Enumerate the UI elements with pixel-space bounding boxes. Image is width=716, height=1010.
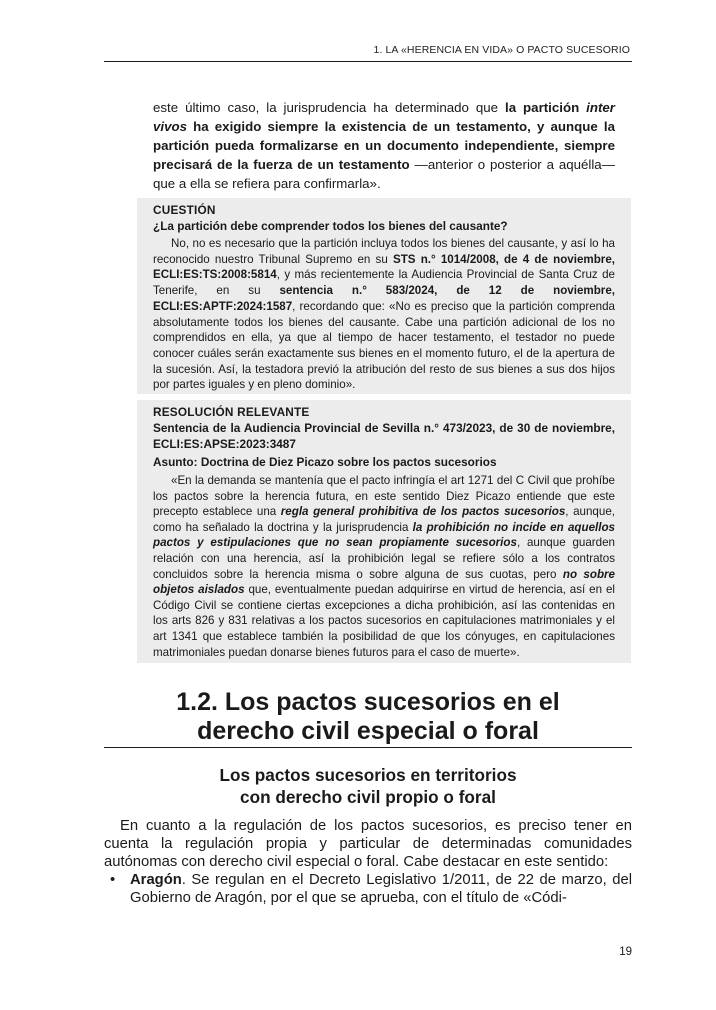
bullet-item-aragon [110,871,632,907]
resolution-subject: Asunto: Doctrina de Diez Picazo sobre los pactos sucesorios [153,455,497,469]
quote-text-1: «En la demanda se mantenía que el pacto infringía el art 1271 del C Civil que prohíbe los pactos sobre la herencia futura, en este sentido Diez Picazo entiende que este precepto establece una [153,474,615,519]
quote-text-2: , aunque, como ha señalado la doctrina y la jurisprudencia [153,505,615,534]
section-rule [104,747,632,748]
intro-text-1: este último caso, la jurisprudencia ha determinado que [153,100,506,115]
quote-text-4: que, eventualmente puedan adquirirse en virtud de herencia, así en el Código Civil se contiene ciertas excepciones a dicha prohibición, así las contenidas en los arts 826 y 831 relativas a los pactos sucesorios en capitulaciones matrimoniales y el art 1341 que establece también la posibilidad de que los cónyuges, en capitulaciones matrimoniales puedan donarse bienes futuros para el caso de muerte». [153,583,616,659]
subsection-title-line-2: con derecho civil propio o foral [240,787,496,807]
resolution-box-label: RESOLUCIÓN RELEVANTE [153,405,310,419]
answer-text-1: No, no es necesario que la partición incluya todos los bienes del causante, y así lo ha reconocido nuestro Tribunal Supremo en su [153,237,615,266]
question-box [137,198,631,394]
question-answer [153,236,615,393]
answer-bold-1: STS n.° 1014/2008, de 4 de noviembre, ECLI:ES:TS:2008:5814 [153,252,615,282]
quote-bold-italic-2: la prohibición no incide en aquellos pactos y estipulaciones que no sean propiamente sucesorios [153,520,615,550]
bullet-dot: • [110,872,116,888]
quote-bold-italic-1: regla general prohibitiva de los pactos sucesorios [280,505,566,519]
quote-bold-italic-3: no sobre objetos aislados [153,567,615,597]
answer-text-2: , y más recientemente la Audiencia Provincial de Santa Cruz de Tenerife, en su [153,268,615,298]
page-number: 19 [619,946,632,958]
running-header: 1. LA «HERENCIA EN VIDA» O PACTO SUCESORIO [373,44,630,56]
question-box-label: CUESTIÓN [153,203,216,217]
subsection-title [104,764,632,808]
subsection-title-line-1: Los pactos sucesorios en territorios [219,765,517,785]
answer-bold-2: sentencia n.° 583/2024, de 12 de noviembre, ECLI:ES:APTF:2024:1587 [153,284,615,313]
resolution-quote [153,473,615,660]
section-title-line-2: derecho civil especial o foral [197,717,539,745]
question-heading: ¿La partición debe comprender todos los bienes del causante? [153,219,508,233]
intro-text-2: —anterior o posterior a aquélla— que a ella se refiera para confirmarla». [153,157,615,191]
bullet-bold-label: Aragón [130,872,182,888]
resolution-reference: Sentencia de la Audiencia Provincial de Sevilla n.° 473/2023, de 30 de noviembre, ECLI:ES:APSE:2023:3487 [153,421,615,451]
intro-paragraph [153,98,615,193]
intro-bold-italic: inter vivos [153,100,615,134]
intro-bold-2: ha exigido siempre la existencia de un testamento, y aunque la partición pueda formalizarse en un documento independiente, siempre precisará de la fuerza de un testamento [153,119,615,172]
bullet-text: . Se regulan en el Decreto Legislativo 1/2011, de 22 de marzo, del Gobierno de Aragón, por el que se aprueba, con el título de «Códi- [130,872,632,906]
resolution-box [137,400,631,663]
intro-bold-1: la partición [505,100,587,115]
section-title [104,688,632,746]
header-rule [104,61,632,62]
section-title-line-1: 1.2. Los pactos sucesorios en el [176,688,560,716]
quote-text-3: , aunque guarden relación con una herencia, así la prohibición legal se refiere sólo a los contratos concluidos sobre la herencia misma o sobre alguna de sus cuotas, pero [153,536,615,581]
body-paragraph: En cuanto a la regulación de los pactos sucesorios, es preciso tener en cuenta la regulación propia y particular de determinadas comunidades autónomas con derecho civil especial o foral. Cabe destacar en este sentido: [104,818,632,870]
answer-text-3: , recordando que: «No es preciso que la partición comprenda absolutamente todos los bienes del causante. Cabe una partición adicional de los no comprendidos en ella, ya que al tiempo de hacer testamento, el testador no puede conocer cuáles serán exactamente sus bienes en el momento futuro, el de la apertura de la sucesión. Así, la testadora previó la atribución del resto de sus bienes a sus dos hijos por partes iguales y en pleno dominio». [153,299,615,392]
